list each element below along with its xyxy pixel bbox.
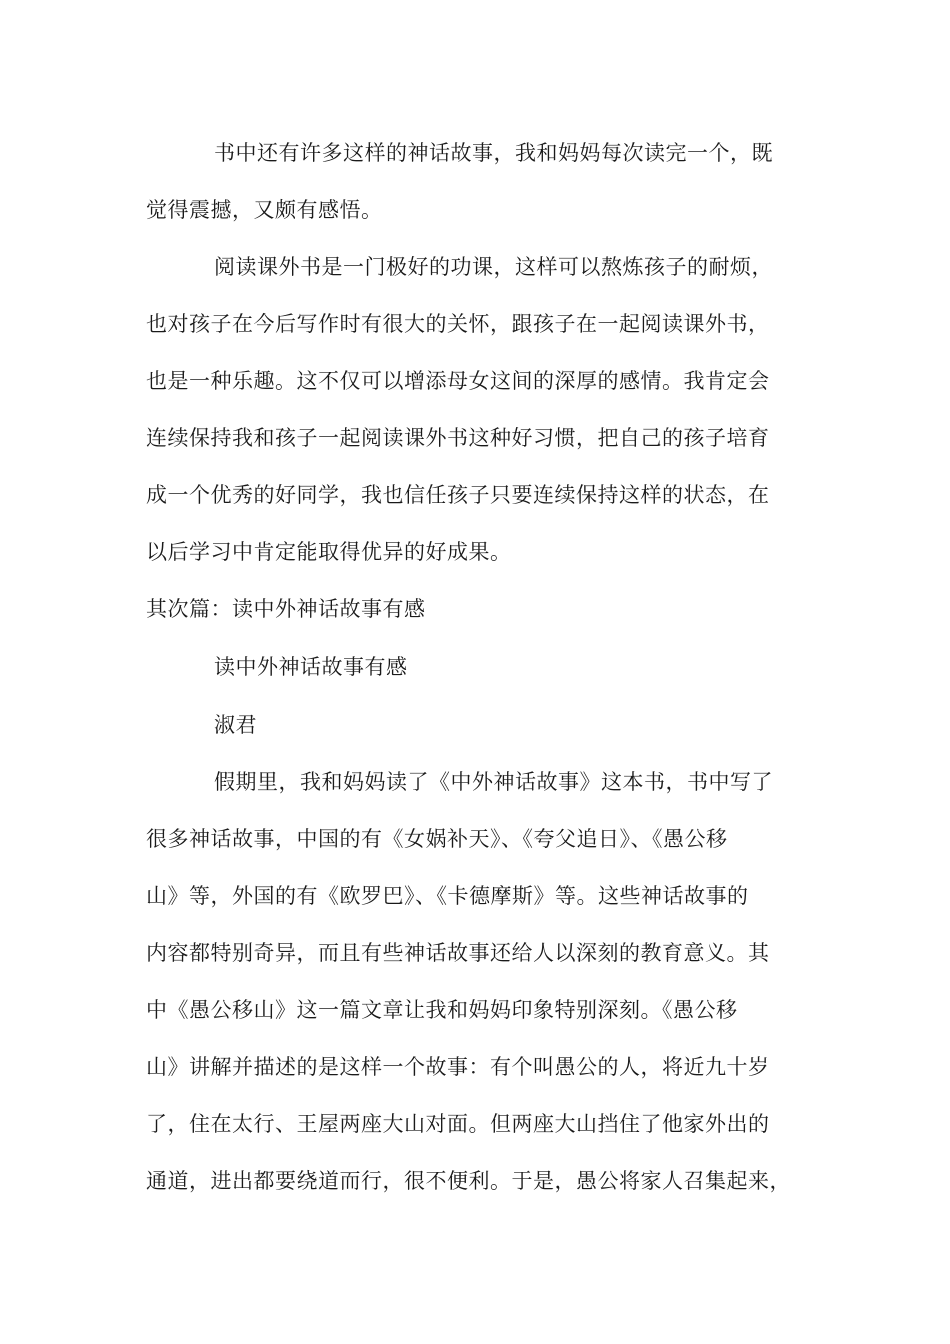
author-name: 淑君 (214, 713, 257, 737)
paragraph-3-line-2: 很多神话故事，中国的有《女娲补天》、《夸父追日》、《愚公移 (146, 827, 728, 851)
paragraph-3-line-1: 假期里，我和妈妈读了《中外神话故事》这本书，书中写了 (214, 770, 773, 794)
paragraph-2-line-4: 连续保持我和孩子一起阅读课外书这种好习惯，把自己的孩子培育 (146, 426, 770, 450)
paragraph-1-line-1: 书中还有许多这样的神话故事，我和妈妈每次读完一个，既 (214, 141, 773, 165)
paragraph-2-line-1: 阅读课外书是一门极好的功课，这样可以熬炼孩子的耐烦， (214, 255, 773, 279)
paragraph-2-line-3: 也是一种乐趣。这不仅可以增添母女这间的深厚的感情。我肯定会 (146, 369, 770, 393)
paragraph-2-line-5: 成一个优秀的好同学，我也信任孩子只要连续保持这样的状态，在 (146, 483, 770, 507)
paragraph-3-line-5: 中《愚公移山》这一篇文章让我和妈妈印象特别深刻。《愚公移 (146, 998, 738, 1022)
paragraph-3-line-6: 山》讲解并描述的是这样一个故事：有个叫愚公的人，将近九十岁 (146, 1055, 770, 1079)
paragraph-3-line-8: 通道，进出都要绕道而行，很不便利。于是，愚公将家人召集起来， (146, 1169, 791, 1193)
paragraph-3-line-4: 内容都特别奇异，而且有些神话故事还给人以深刻的教育意义。其 (146, 941, 770, 965)
paragraph-2-line-2: 也对孩子在今后写作时有很大的关怀，跟孩子在一起阅读课外书， (146, 312, 770, 336)
paragraph-3-line-7: 了，住在太行、王屋两座大山对面。但两座大山挡住了他家外出的 (146, 1112, 770, 1136)
article-title: 读中外神话故事有感 (214, 655, 408, 679)
paragraph-2-line-6: 以后学习中肯定能取得优异的好成果。 (146, 540, 512, 564)
section-heading: 其次篇：读中外神话故事有感 (146, 597, 426, 621)
paragraph-3-line-3: 山》等，外国的有《欧罗巴》、《卡德摩斯》等。这些神话故事的 (146, 884, 749, 908)
paragraph-1-line-2: 觉得震撼，又颇有感悟。 (146, 198, 383, 222)
